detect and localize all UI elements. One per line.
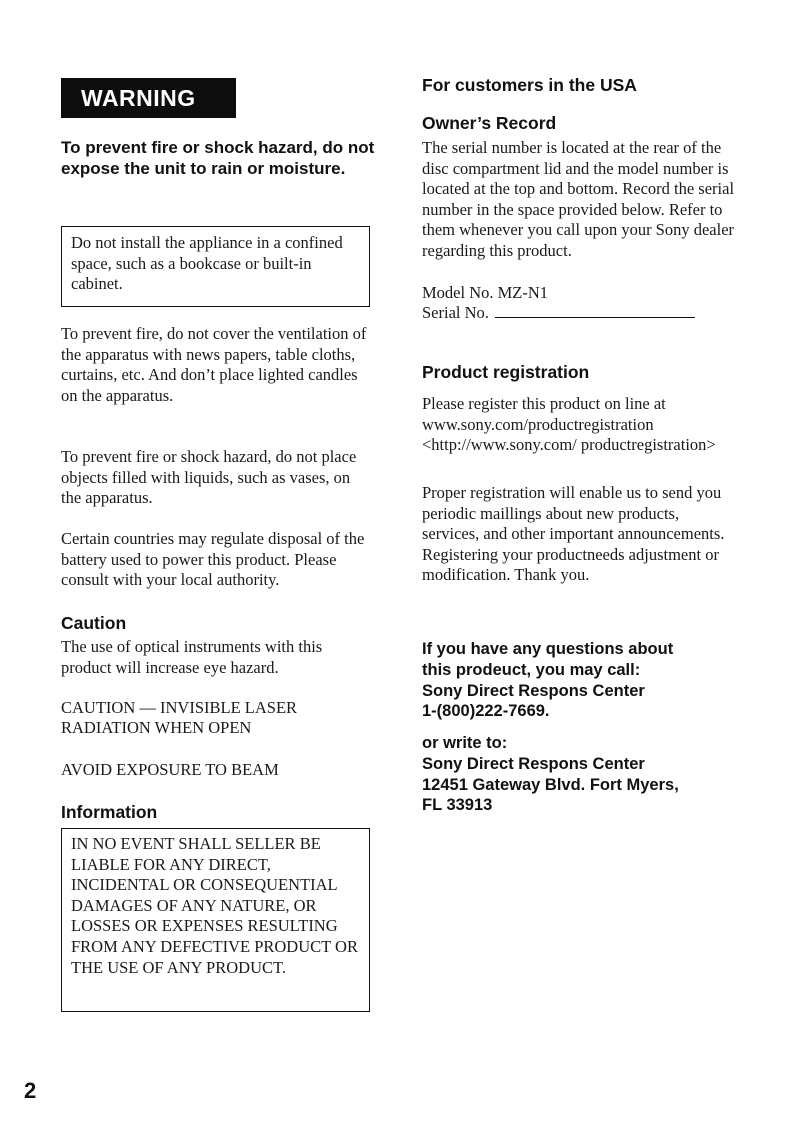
serial-number-label: Serial No. xyxy=(422,303,489,322)
serial-number-blank-line xyxy=(495,303,695,318)
product-registration-heading: Product registration xyxy=(422,362,590,382)
address-line-1: 12451 Gateway Blvd. Fort Myers, xyxy=(422,775,679,794)
information-box xyxy=(61,828,370,1012)
install-notice-box xyxy=(61,226,370,307)
install-notice-text: Do not install the appliance in a confined space, such as a bookcase or built-in cabinet. xyxy=(71,233,343,294)
laser-caution-line-2: RADIATION WHEN OPEN xyxy=(61,718,252,737)
owners-record-text: The serial number is located at the rear of the disc compartment lid and the model number is located at the top and bottom. Record the serial number in the space provided below. Refer to them whenever you call upon your Sony dealer regarding this product. xyxy=(422,138,735,260)
questions-line-1: If you have any questions about xyxy=(422,640,674,658)
caution-text: The use of optical instruments with this product will increase eye hazard. xyxy=(61,637,323,677)
avoid-beam-text: AVOID EXPOSURE TO BEAM xyxy=(61,760,279,779)
information-heading: Information xyxy=(61,802,158,822)
model-number: Model No. MZ-N1 xyxy=(422,283,549,302)
warning-label-text: WARNING xyxy=(81,84,196,111)
liquids-paragraph: To prevent fire or shock hazard, do not place objects filled with liquids, such as vases, on the apparatus. xyxy=(61,447,357,508)
call-center-name: Sony Direct Respons Center xyxy=(422,681,645,700)
page-number: 2 xyxy=(24,1078,37,1103)
serial-number-row xyxy=(422,303,738,324)
caution-heading: Caution xyxy=(61,613,127,633)
information-box-text: IN NO EVENT SHALL SELLER BE LIABLE FOR ANY DIRECT, INCIDENTAL OR CONSEQUENTIAL DAMAGES OF ANY NATURE, OR LOSSES OR EXPENSES RESULTING FROM ANY DEFECTIVE PRODUCT OR THE USE OF ANY PRODUCT. xyxy=(71,834,358,977)
questions-line-2: this prodeuct, you may call: xyxy=(422,660,641,679)
write-to-label: or write to: xyxy=(422,734,508,752)
ventilation-paragraph: To prevent fire, do not cover the ventilation of the apparatus with news papers, table cloths, curtains, etc. And don’t place lighted candles on the apparatus. xyxy=(61,324,367,405)
phone-number: 1-(800)222-7669. xyxy=(422,702,550,721)
mail-center-name: Sony Direct Respons Center xyxy=(422,754,645,773)
mail-block xyxy=(422,733,752,816)
registration-text-2: Proper registration will enable us to send you periodic maillings about new products, services, and other important announcements. Registering your productneeds adjustment or modification. Thank you. xyxy=(422,483,725,585)
warning-label xyxy=(61,78,236,118)
usa-heading: For customers in the USA xyxy=(422,75,637,95)
warning-lead-text: To prevent fire or shock hazard, do not expose the unit to rain or moisture. xyxy=(61,138,375,178)
battery-paragraph: Certain countries may regulate disposal of the battery used to power this product. Please consult with your local authority. xyxy=(61,529,365,590)
registration-text-1: Please register this product on line at www.sony.com/productregistration <http://www.sony.com/ productregistration> xyxy=(422,394,716,455)
laser-caution-line-1: CAUTION — INVISIBLE LASER xyxy=(61,698,298,717)
contact-block xyxy=(422,639,752,722)
address-line-2: FL 33913 xyxy=(422,796,493,815)
owners-record-heading: Owner’s Record xyxy=(422,113,557,133)
